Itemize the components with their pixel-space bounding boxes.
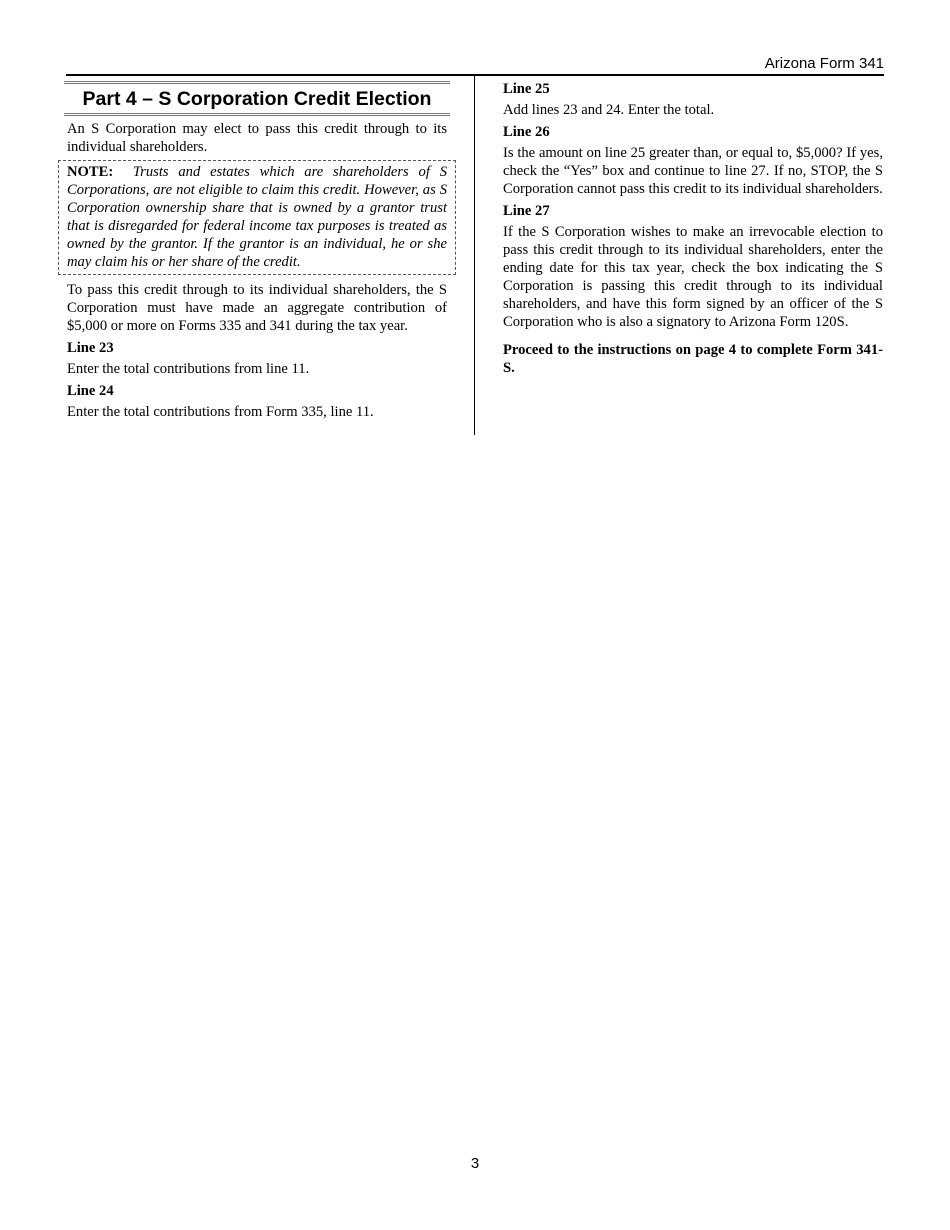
line-27-heading: Line 27 [503, 203, 550, 219]
header-rule [66, 74, 884, 76]
note-box [58, 160, 456, 275]
form-name-header: Arizona Form 341 [764, 55, 884, 72]
line-24-heading: Line 24 [67, 383, 114, 399]
line-27-text: If the S Corporation wishes to make an irrevocable election to pass this credit through to its individual shareholders, enter the ending date for this tax year, check the box indicating the S Corporation is passing this credit through to its individual shareholders, and have this form signed by an officer of the S Corporation who is also a signatory to Arizona Form 120S. [503, 224, 883, 330]
right-column [503, 80, 883, 377]
proceed-instruction: Proceed to the instructions on page 4 to complete Form 341-S. [503, 342, 883, 376]
line-23-text: Enter the total contributions from line 11. [67, 361, 310, 377]
note-label: NOTE: [67, 164, 114, 180]
line-24-text: Enter the total contributions from Form 335, line 11. [67, 404, 374, 420]
part-title: Part 4 – S Corporation Credit Election [64, 81, 450, 116]
requirement-paragraph: To pass this credit through to its individual shareholders, the S Corporation must have made an aggregate contribution of $5,000 or more on Forms 335 and 341 during the tax year. [67, 282, 447, 334]
note-paragraph [67, 163, 447, 271]
line-25-heading: Line 25 [503, 81, 550, 97]
line-26-text: Is the amount on line 25 greater than, or equal to, $5,000? If yes, check the “Yes” box and continue to line 27. If no, STOP, the S Corporation cannot pass this credit to its individual shareholders. [503, 145, 883, 197]
note-text: Trusts and estates which are shareholders of S Corporations, are not eligible to claim this credit. However, as S Corporation ownership share that is owned by a grantor trust that is disregarded for federal income tax purposes is treated as owned by the grantor. If the grantor is an individual, he or she may claim his or her share of the credit. [67, 164, 447, 270]
intro-paragraph: An S Corporation may elect to pass this credit through to its individual shareholders. [67, 121, 447, 155]
column-divider [474, 76, 475, 435]
line-26-heading: Line 26 [503, 124, 550, 140]
line-25-text: Add lines 23 and 24. Enter the total. [503, 102, 715, 118]
line-23-heading: Line 23 [67, 340, 114, 356]
left-column [67, 78, 447, 421]
page-number: 3 [470, 1155, 480, 1172]
